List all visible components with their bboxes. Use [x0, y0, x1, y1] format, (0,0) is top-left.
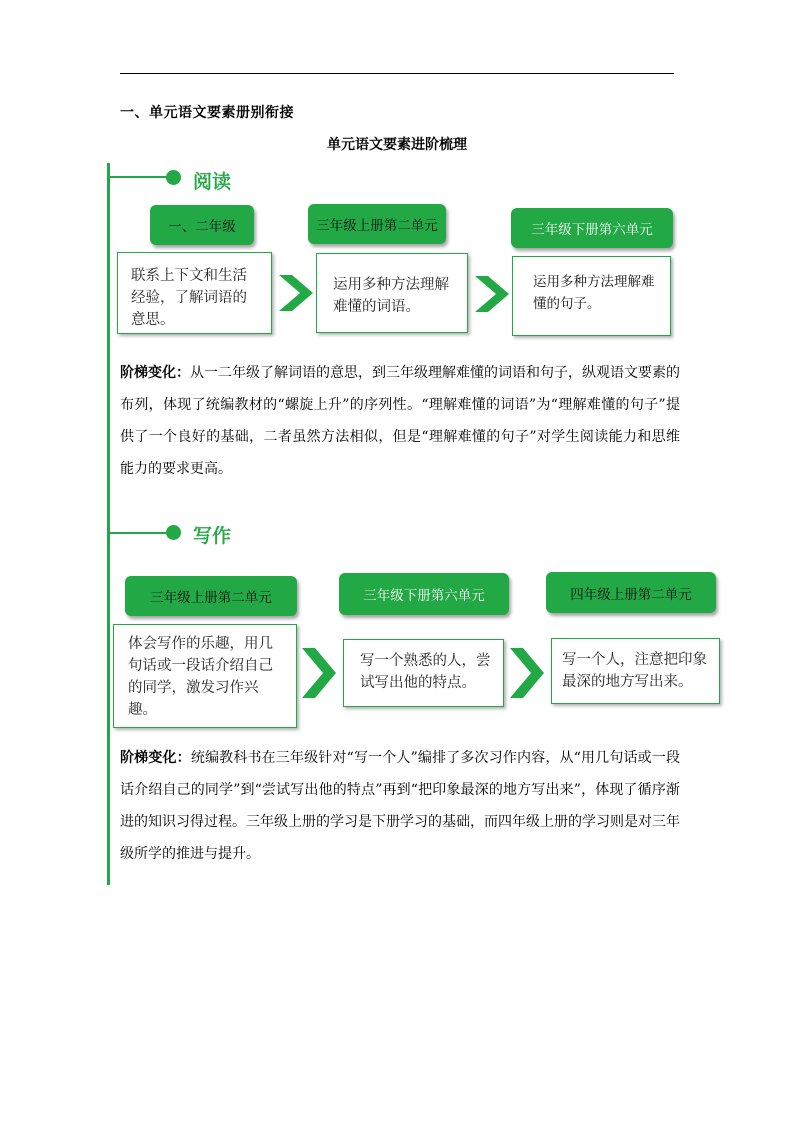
reading-stage-2-label: 三年级上册第二单元: [308, 204, 446, 244]
writing-dot: [166, 525, 181, 540]
writing-heading: 写作: [193, 525, 232, 547]
reading-change-label: 阶梯变化：: [120, 365, 190, 381]
writing-change-paragraph: [120, 742, 680, 870]
timeline-line: [107, 163, 110, 885]
reading-heading: 阅读: [193, 171, 232, 193]
reading-change-paragraph: [120, 357, 680, 485]
writing-stage-3-label: 四年级上册第二单元: [546, 572, 716, 613]
writing-stage-1-box: [113, 624, 297, 728]
reading-arrow-1-icon: [279, 275, 313, 311]
writing-change-text: 统编教科书在三年级针对“写一个人”编排了多次习作内容，从“用几句话或一段话介绍自己的同学”到“尝试写出他的特点”再到“把印象最深的地方写出来”，体现了循序渐进的知识习得过程。三年级上册的学习是下册学习的基础，而四年级上册的学习则是对三年级所学的推进与提升。: [120, 750, 680, 862]
reading-stage-2-text: 运用多种方法理解难懂的词语。: [333, 277, 449, 315]
reading-stage-3-box: [512, 256, 671, 336]
reading-change-text: 从一二年级了解词语的意思，到三年级理解难懂的词语和句子，纵观语文要素的布列，体现了统编教材的“螺旋上升”的序列性。“理解难懂的词语”为“理解难懂的句子”提供了一个良好的基础，二者虽然方法相似，但是“理解难懂的句子”对学生阅读能力和思维能力的要求更高。: [120, 365, 680, 477]
reading-stage-1-box: [117, 252, 272, 334]
writing-stage-2-box: [343, 639, 504, 707]
writing-stage-3-box: [551, 638, 720, 704]
reading-stage-3-text: 运用多种方法理解难懂的句子。: [533, 274, 655, 312]
header-rule: [120, 73, 674, 74]
writing-stage-2-label: 三年级下册第六单元: [339, 573, 509, 615]
writing-change-label: 阶梯变化：: [120, 750, 191, 766]
writing-stage-3-text: 写一个人，注意把印象最深的地方写出来。: [562, 652, 707, 690]
writing-stage-1-label: 三年级上册第二单元: [125, 576, 297, 616]
writing-arrow-1-icon: [302, 648, 336, 698]
reading-stage-2-box: [316, 253, 468, 333]
reading-arrow-2-icon: [475, 276, 509, 312]
section-title: 一、单元语文要素册别衔接: [120, 105, 294, 121]
reading-dot: [166, 170, 181, 185]
writing-stage-2-text: 写一个熟悉的人，尝试写出他的特点。: [360, 653, 491, 691]
document-title: 单元语文要素进阶梳理: [327, 137, 467, 153]
reading-stage-1-text: 联系上下文和生活经验，了解词语的意思。: [131, 268, 247, 328]
reading-stage-3-label: 三年级下册第六单元: [511, 208, 673, 248]
reading-stage-1-label: 一、二年级: [150, 205, 254, 245]
writing-connector: [108, 532, 172, 534]
writing-arrow-2-icon: [510, 648, 544, 698]
writing-stage-1-text: 体会写作的乐趣，用几句话或一段话介绍自己的同学，激发习作兴趣。: [128, 636, 273, 718]
reading-connector: [108, 176, 172, 178]
